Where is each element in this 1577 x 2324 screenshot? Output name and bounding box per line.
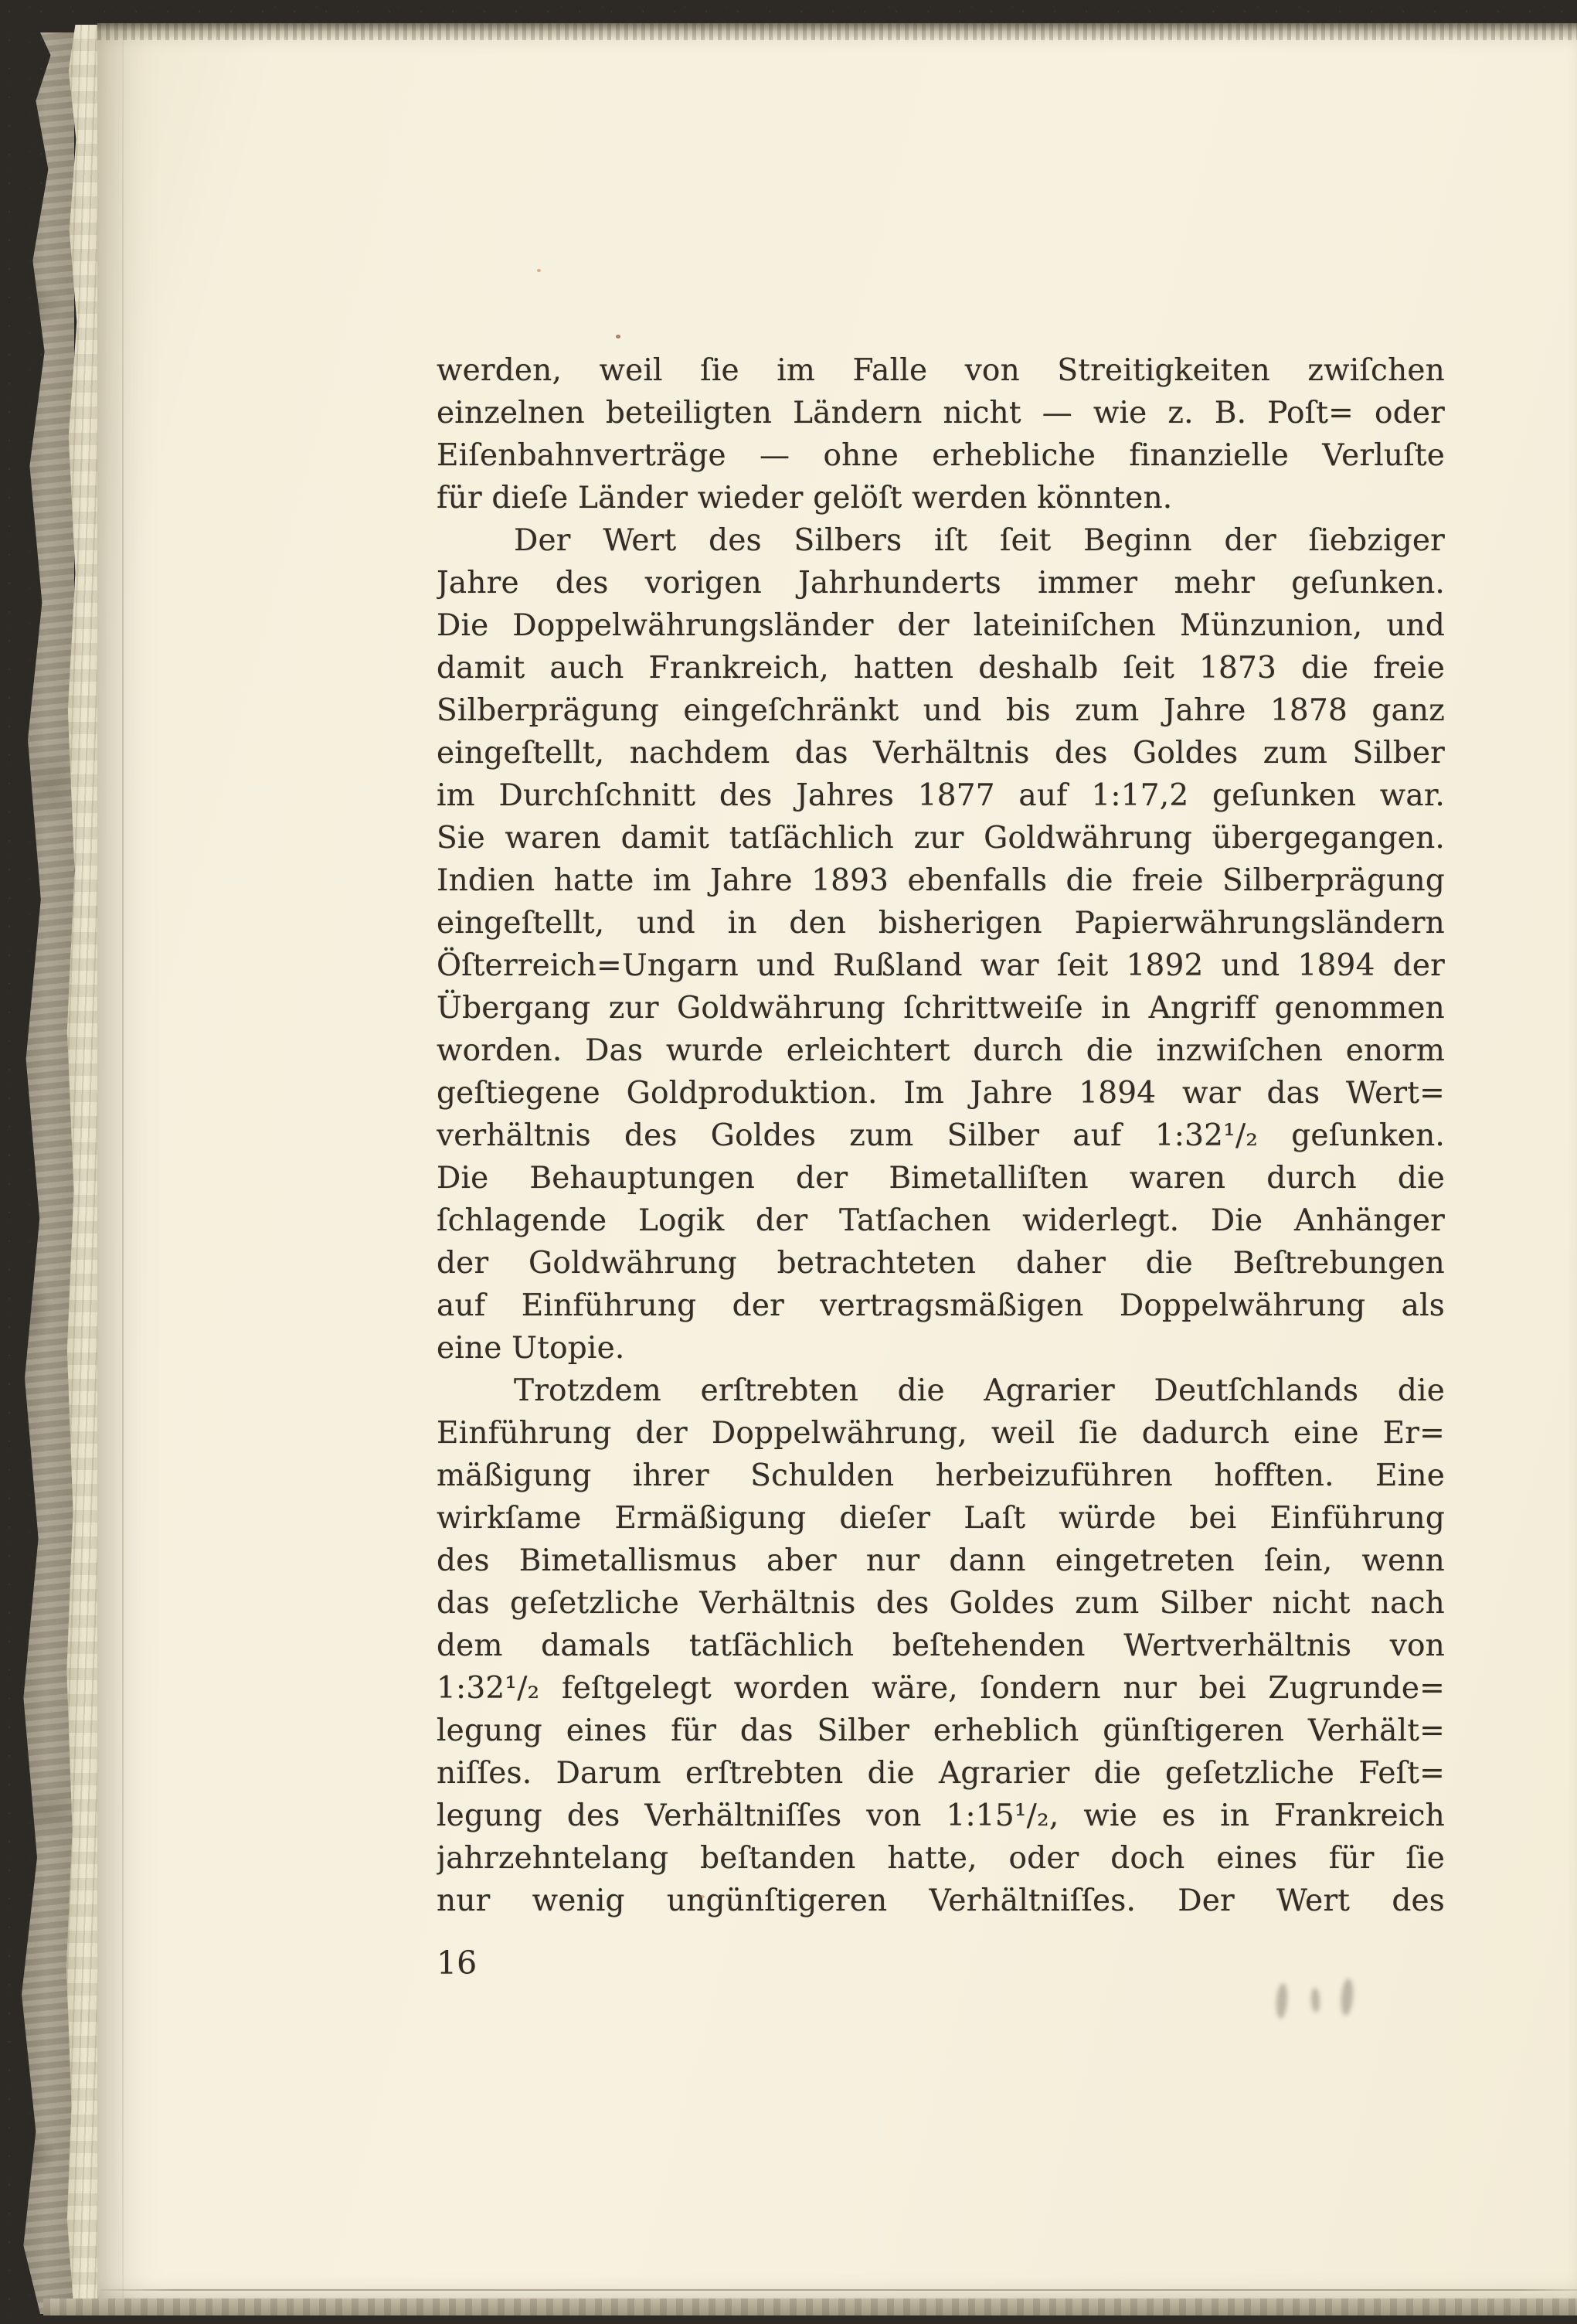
foxing-speck: [699, 1895, 705, 1898]
text-line: nur wenig ungünſtigeren Verhältniſſes. Der Wert des: [437, 1883, 1445, 1918]
text-line: werden, weil ſie im Falle von Streitigkeiten zwiſchen: [437, 353, 1445, 388]
text-line: der Goldwährung betrachteten daher die Beſtrebungen: [437, 1246, 1445, 1281]
foxing-speck: [537, 269, 541, 272]
text-line: Silberprägung eingeſchränkt und bis zum Jahre 1878 ganz: [437, 693, 1445, 728]
text-line: Die Behauptungen der Bimetalliſten waren durch die: [437, 1161, 1445, 1196]
text-line: ſchlagende Logik der Tatſachen widerlegt. Die Anhänger: [437, 1203, 1445, 1238]
text-line: des Bimetallismus aber nur dann eingetreten ſein, wenn: [437, 1543, 1445, 1578]
text-line: eingeſtellt, und in den bisherigen Papierwährungsländern: [437, 906, 1445, 941]
text-line: Trotzdem erſtrebten die Agrarier Deutſchlands die: [514, 1373, 1445, 1408]
text-line: einzelnen beteiligten Ländern nicht — wie z. B. Poſt= oder: [437, 396, 1445, 430]
text-line: 1:32¹/₂ feſtgelegt worden wäre, ſondern nur bei Zugrunde=: [437, 1671, 1445, 1706]
text-line: Die Doppelwährungsländer der lateiniſchen Münzunion, und: [437, 608, 1445, 643]
text-line: dem damals tatſächlich beſtehenden Wertverhältnis von: [437, 1628, 1445, 1663]
text-line: Sie waren damit tatſächlich zur Goldwährung übergegangen.: [437, 821, 1445, 856]
text-line: Übergang zur Goldwährung ſchrittweiſe in Angriff genommen: [437, 991, 1445, 1026]
text-line: legung eines für das Silber erheblich günſtigeren Verhält=: [437, 1713, 1445, 1748]
text-line: Jahre des vorigen Jahrhunderts immer mehr geſunken.: [437, 566, 1445, 601]
page-bottom-edge-line: [100, 2289, 1577, 2291]
book-page: [97, 23, 1577, 2300]
text-line: niſſes. Darum erſtrebten die Agrarier die geſetzliche Feſt=: [437, 1756, 1445, 1791]
text-line: eine Utopie.: [437, 1331, 625, 1366]
text-line: Einführung der Doppelwährung, weil ſie dadurch eine Er=: [437, 1416, 1445, 1451]
text-line: worden. Das wurde erleichtert durch die inzwiſchen enorm: [437, 1033, 1445, 1068]
book-cover-edge: [12, 32, 74, 2314]
foxing-speck: [616, 335, 620, 339]
text-line: wirkſame Ermäßigung dieſer Laſt würde bei Einführung: [437, 1501, 1445, 1536]
text-line: legung des Verhältniſſes von 1:15¹/₂, wie es in Frankreich: [437, 1798, 1445, 1833]
text-line: geſtiegene Goldproduktion. Im Jahre 1894 war das Wert=: [437, 1076, 1445, 1111]
text-line: jahrzehntelang beſtanden hatte, oder doch eines für ſie: [437, 1841, 1445, 1876]
body-text: [437, 349, 1445, 1922]
text-line: eingeſtellt, nachdem das Verhältnis des Goldes zum Silber: [437, 736, 1445, 771]
text-line: verhältnis des Goldes zum Silber auf 1:32¹/₂ geſunken.: [437, 1118, 1445, 1153]
text-line: für dieſe Länder wieder gelöſt werden könnten.: [437, 481, 1173, 515]
text-line: Öſterreich=Ungarn und Rußland war ſeit 1892 und 1894 der: [437, 948, 1445, 983]
text-line: Eiſenbahnverträge — ohne erhebliche finanzielle Verluſte: [437, 438, 1445, 473]
page-number: 16: [437, 1945, 478, 1982]
text-line: Der Wert des Silbers iſt ſeit Beginn der ſiebziger: [514, 523, 1445, 558]
text-line: auf Einführung der vertragsmäßigen Doppelwährung als: [437, 1288, 1445, 1323]
text-line: Indien hatte im Jahre 1893 ebenfalls die freie Silberprägung: [437, 863, 1445, 898]
under-page-edge: [43, 2298, 1577, 2315]
text-line: damit auch Frankreich, hatten deshalb ſeit 1873 die freie: [437, 651, 1445, 686]
text-line: mäßigung ihrer Schulden herbeizuführen hofften. Eine: [437, 1458, 1445, 1493]
text-line: das geſetzliche Verhältnis des Goldes zum Silber nicht nach: [437, 1586, 1445, 1621]
text-line: im Durchſchnitt des Jahres 1877 auf 1:17,2 geſunken war.: [437, 778, 1445, 813]
page-top-edge: [97, 23, 1577, 40]
